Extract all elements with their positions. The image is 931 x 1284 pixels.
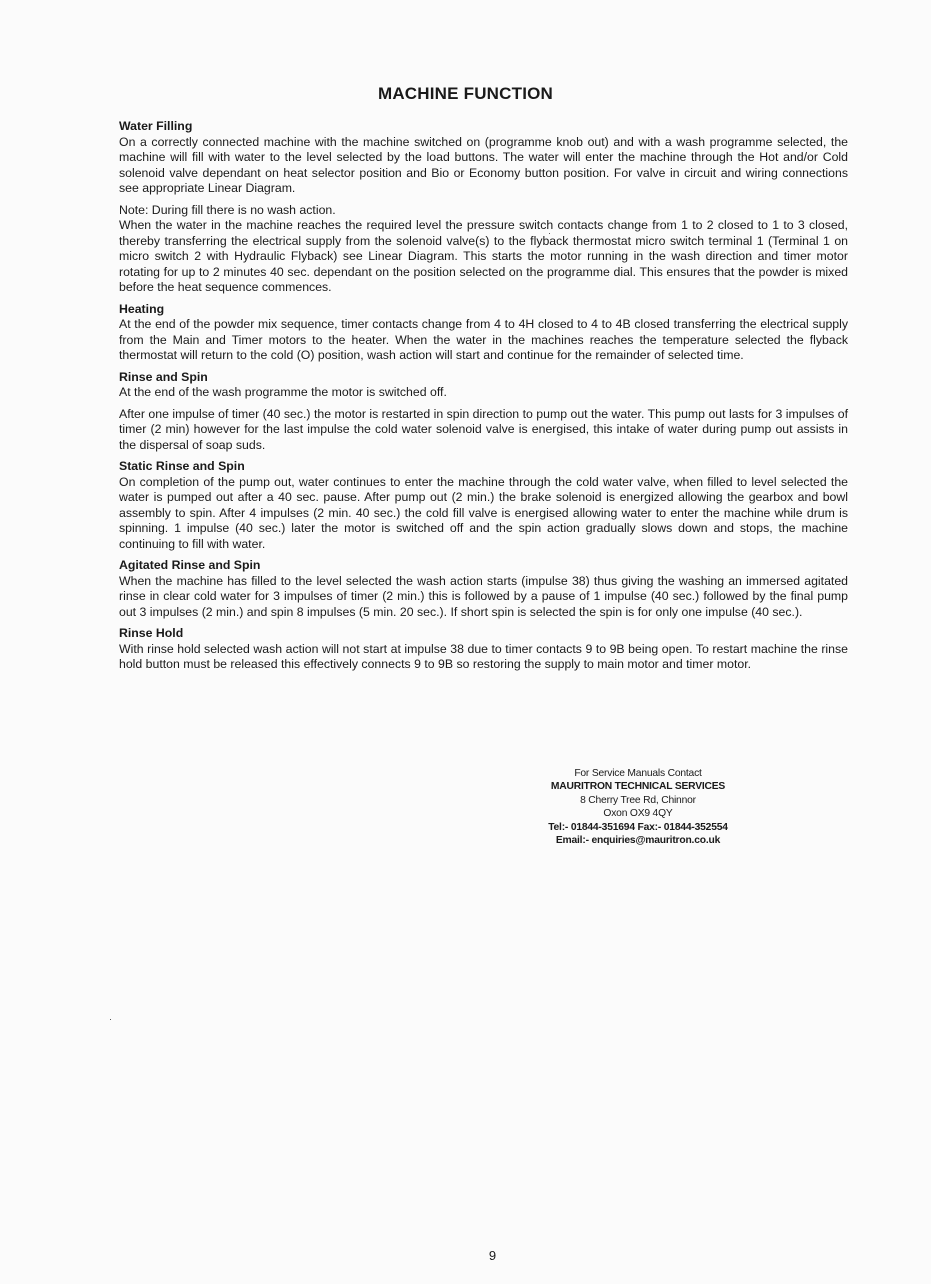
paragraph: At the end of the powder mix sequence, timer contacts change from 4 to 4H closed to 4 to 4B closed transferring the electrical supply from the Main and Timer motors to the heater. When the water in the machines reaches the temperature selected the flyback thermostat will return to the cold (O) position, wash action will start and continue for the remainder of selected time. xyxy=(119,317,848,362)
note-paragraph: Note: During fill there is no wash action. xyxy=(119,202,336,217)
section-static-rinse-and-spin xyxy=(119,459,848,552)
page-title: MACHINE FUNCTION xyxy=(377,84,554,103)
section-heading: Rinse Hold xyxy=(119,626,184,640)
paragraph: With rinse hold selected wash action will not start at impulse 38 due to timer contacts 9 to 9B being open. To restart machine the rinse hold button must be released this effectively connects 9 to 9B so restoring the supply to main motor and timer motor. xyxy=(119,641,848,671)
section-agitated-rinse-and-spin xyxy=(119,558,848,620)
section-heading: Rinse and Spin xyxy=(119,369,208,384)
paragraph: On completion of the pump out, water continues to enter the machine through the cold water valve, when filled to level selected the water is pumped out after a 40 sec. pause. After pump out (2 min.) the brake solenoid is energized allowing the gearbox and bowl assembly to spin. After 4 impulses (2 min. 40 sec.) the cold fill valve is energised allowing water to enter the machine while drum is spinning. 1 impulse (40 sec.) later the motor is switched off and the spin action gradually slows down and stops, the machine continuing to fill with water. xyxy=(119,474,848,551)
section-rinse-and-spin xyxy=(119,370,848,454)
scan-speck xyxy=(549,233,550,234)
section-heating xyxy=(119,302,848,364)
paragraph: At the end of the wash programme the motor is switched off. xyxy=(119,385,447,399)
section-heading: Static Rinse and Spin xyxy=(119,459,245,473)
document-body xyxy=(119,119,848,679)
paragraph: When the water in the machine reaches the required level the pressure switch contacts change from 1 to 2 closed to 1 to 3 closed, thereby transferring the electrical supply from the solenoid valve(s) to the flyback thermostat micro switch terminal 1 (Terminal 1 on micro switch 2 with Hydraulic Flyback) see Linear Diagram. This starts the motor running in the wash direction and timer motor rotating for up to 2 minutes 40 sec. dependant on the position selected on the programme dial. This ensures that the powder is mixed before the heat sequence commences. xyxy=(119,218,848,294)
section-heading: Heating xyxy=(119,301,165,316)
section-rinse-hold xyxy=(119,626,848,673)
email-address: Email:- enquiries@mauritron.co.uk xyxy=(555,835,721,847)
section-water-filling xyxy=(119,119,848,296)
phone-fax: Tel:- 01844-351694 Fax:- 01844-352554 xyxy=(548,821,728,833)
section-heading: Agitated Rinse and Spin xyxy=(119,558,261,572)
address-line: Oxon OX9 4QY xyxy=(603,808,673,820)
section-heading: Water Filling xyxy=(119,119,193,133)
paragraph: On a correctly connected machine with the machine switched on (programme knob out) and with a wash programme selected, the machine will fill with water to the level selected by the load buttons. The water will enter the machine through the Hot and/or Cold solenoid valve dependant on heat selector position and Bio or Economy button position. For valve in circuit and wiring connections see appropriate Linear Diagram. xyxy=(119,134,848,195)
company-name: MAURITRON TECHNICAL SERVICES xyxy=(550,781,726,793)
address-line: 8 Cherry Tree Rd, Chinnor xyxy=(580,794,696,806)
scan-speck xyxy=(110,1019,111,1020)
contact-heading: For Service Manuals Contact xyxy=(574,768,702,779)
paragraph: When the machine has filled to the level selected the wash action starts (impulse 38) thus giving the washing an immersed agitated rinse in clear cold water for 3 impulses of timer (2 min.) this is followed by a pause of 1 impulse (40 sec.) followed by the final pump out 3 impulses (2 min.) and spin 8 impulses (5 min. 20 sec.). If short spin is selected the spin is for only one impulse (40 sec.). xyxy=(119,573,848,619)
paragraph: After one impulse of timer (40 sec.) the motor is restarted in spin direction to pump out the water. This pump out lasts for 3 impulses of timer (2 min) however for the last impulse the cold water solenoid valve is energised, this intake of water during pump out assists in the dispersal of soap suds. xyxy=(119,406,848,452)
service-contact-block xyxy=(520,767,756,847)
page-number: 9 xyxy=(488,1248,497,1263)
